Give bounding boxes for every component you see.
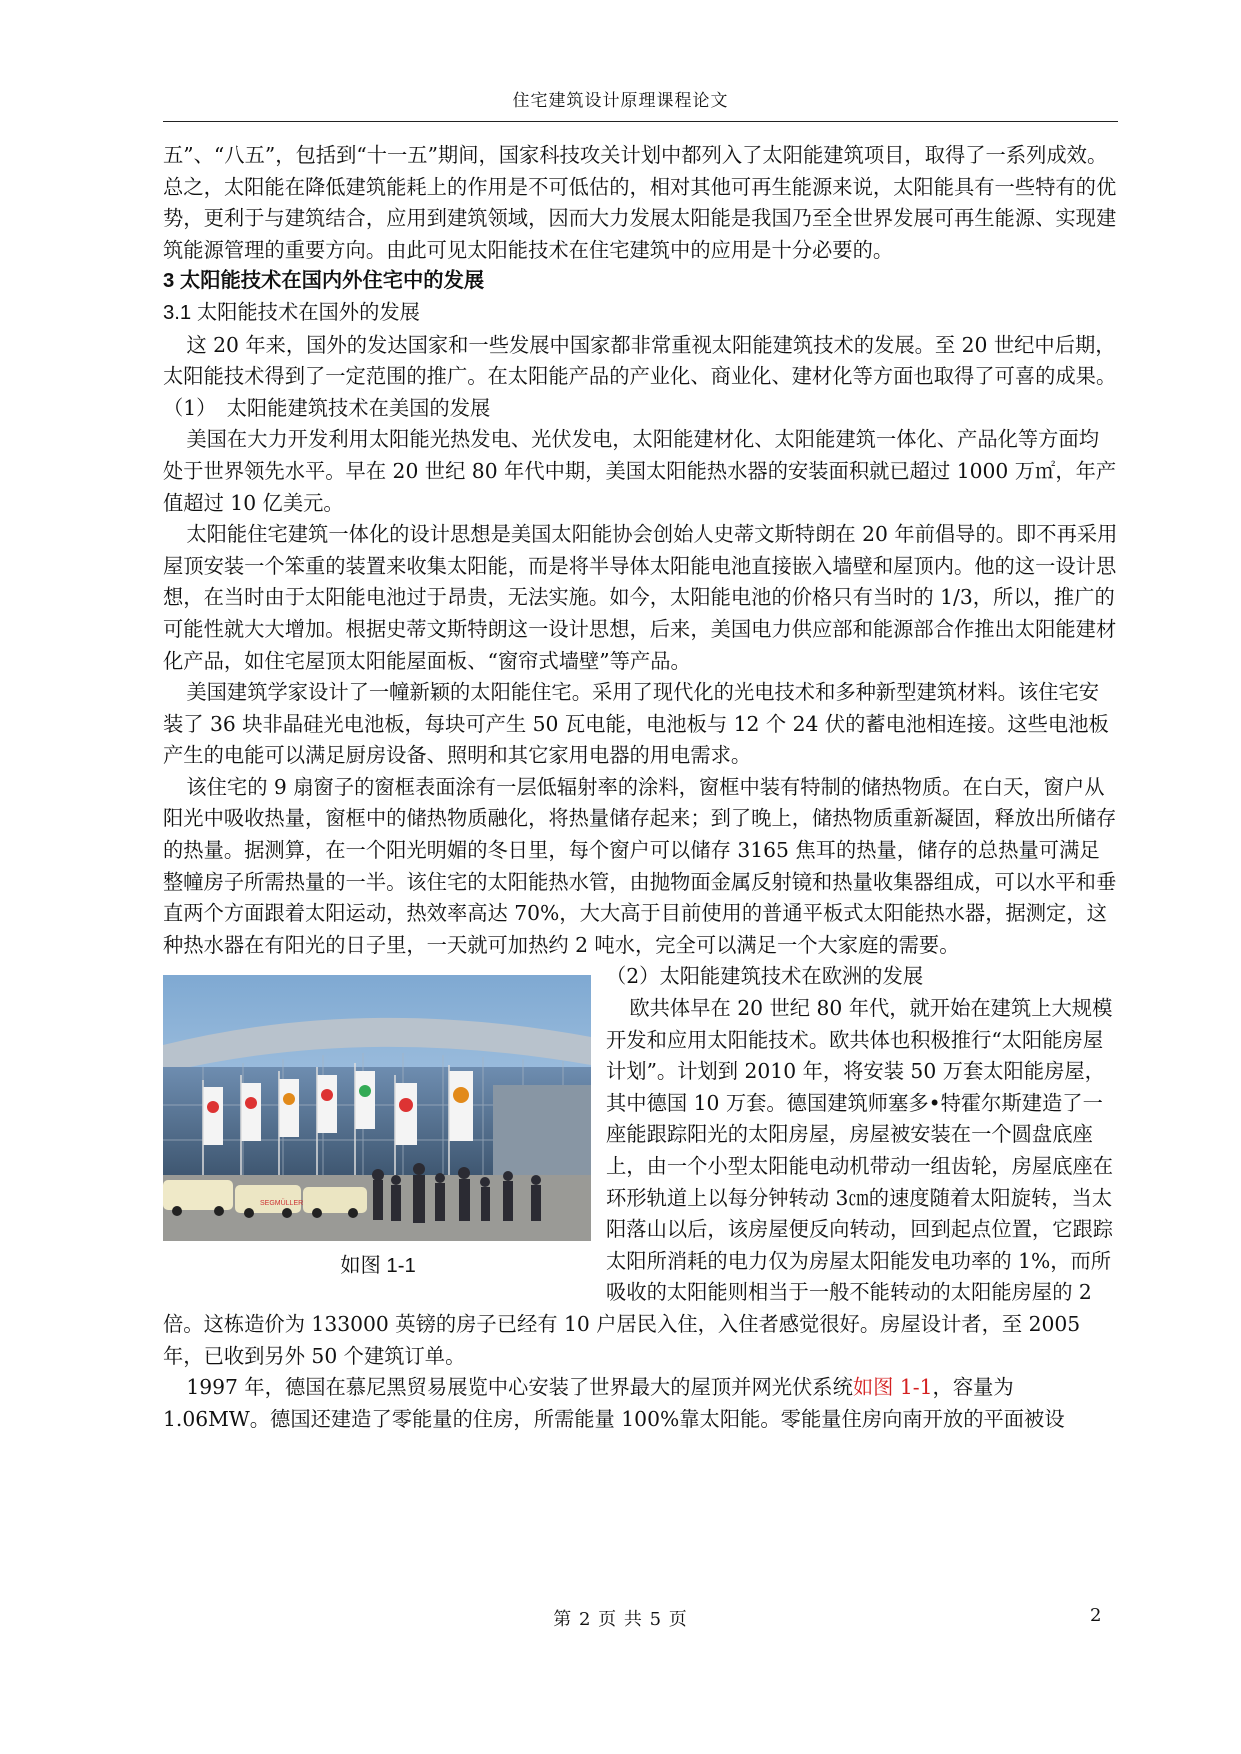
subsection-heading: 3.1 太阳能技术在国外的发展 (163, 301, 420, 324)
document-body (163, 140, 1118, 1435)
paragraph: 该住宅的 9 扇窗子的窗框表面涂有一层低辐射率的涂料，窗框中装有特制的储热物质。在白天，窗户从阳光中吸收热量，窗框中的储热物质融化，将热量储存起来；到了晚上，储热物质重新凝固，释放出所储存的热量。据测算，在一个阳光明媚的冬日里，每个窗户可以储存 3165 焦耳的热量，储存的总热量可满足整幢房子所需热量的一半。该住宅的太阳能热水管，由抛物面金属反射镜和热量收集器组成，可以水平和垂直两个方面跟着太阳运动，热效率高达 70%，大大高于目前使用的普通平板式太阳能热水器，据测定，这种热水器在有阳光的日子里，一天就可加热约 2 吨水，完全可以满足一个大家庭的需要。 (163, 774, 1117, 957)
subsection-heading-eu: （2）太阳能建筑技术在欧洲的发展 (606, 964, 924, 989)
header-divider (163, 121, 1118, 122)
page-header-title: 住宅建筑设计原理课程论文 (512, 91, 729, 111)
paragraph-text: ，容量为 1.06MW。德国还建造了零能量的住房，所需能量 100%靠太阳能。零能量住房向南开放的平面被设 (163, 1375, 1065, 1431)
figure-reference-link: 如图 1-1 (852, 1375, 933, 1400)
paragraph: 欧共体早在 20 世纪 80 年代，就开始在建筑上大规模开发和应用太阳能技术。欧共体也积极推行“太阳能房屋计划”。计划到 2010 年，将安装 50 万套太阳能房屋，其中德国 10 万套。德国建筑师塞多•特霍尔斯建造了一座能跟踪阳光的太阳房屋，房屋被安装在一个圆盘底座上，由一个小型太阳能电动机带动一组齿轮，房屋底座在环形轨道上以每分钟转动 3㎝的速度随着太阳旋转，当太阳落山以后，该房屋便反向转动，回到起点位置，它跟踪太阳所消耗的电力仅为房屋太阳能发电功率的 1%，而所吸收的太阳能则相当于一般不能转动的太阳能房屋的 2 倍。这栋造价为 133000 英镑的房子已经有 10 户居民入住，入住者感觉很好。房屋设计者，至 2005 年，已收到另外 50 个建筑订单。 (163, 996, 1114, 1368)
section-heading: 3 太阳能技术在国内外住宅中的发展 (163, 270, 485, 293)
figure-caption: 如图 1-1 (340, 1255, 416, 1278)
paragraph: 美国在大力开发利用太阳能光热发电、光伏发电，太阳能建材化、太阳能建筑一体化、产品化等方面均处于世界领先水平。早在 20 世纪 80 年代中期，美国太阳能热水器的安装面积就已超过 1000 万㎡，年产值超过 10 亿美元。 (163, 427, 1117, 515)
subsection-heading-us: （1） 太阳能建筑技术在美国的发展 (163, 395, 491, 420)
flag-text: SEGMÜLLER (260, 1200, 304, 1208)
exhibition-center-photo (163, 975, 591, 1241)
paragraph (163, 1372, 1118, 1435)
paragraph-text: 1997 年，德国在慕尼黑贸易展览中心安装了世界最大的屋顶并网光伏系统 (186, 1375, 853, 1400)
paragraph: 美国建筑学家设计了一幢新颖的太阳能住宅。采用了现代化的光电技术和多种新型建筑材料。该住宅安装了 36 块非晶硅光电池板，每块可产生 50 瓦电能，电池板与 12 个 24 伏的蓄电池相连接。这些电池板产生的电能可以满足厨房设备、照明和其它家用电器的用电需求。 (163, 680, 1109, 768)
paragraph: 总之，太阳能在降低建筑能耗上的作用是不可低估的，相对其他可再生能源来说，太阳能具有一些特有的优势，更利于与建筑结合，应用到建筑领域，因而大力发展太阳能是我国乃至全世界发展可再生能源、实现建筑能源管理的重要方向。由此可见太阳能技术在住宅建筑中的应用是十分必要的。 (163, 174, 1117, 262)
paragraph: 太阳能住宅建筑一体化的设计思想是美国太阳能协会创始人史蒂文斯特朗在 20 年前倡导的。即不再采用屋顶安装一个笨重的装置来收集太阳能，而是将半导体太阳能电池直接嵌入墙壁和屋顶内。他的这一设计思想，在当时由于太阳能电池过于昂贵，无法实施。如今，太阳能电池的价格只有当时的 1/3，所以，推广的可能性就大大增加。根据史蒂文斯特朗这一设计思想，后来，美国电力供应部和能源部合作推出太阳能建材化产品，如住宅屋顶太阳能屋面板、“窗帘式墙壁”等产品。 (163, 522, 1118, 673)
paragraph: 这 20 年来，国外的发达国家和一些发展中国家都非常重视太阳能建筑技术的发展。至 20 世纪中后期，太阳能技术得到了一定范围的推广。在太阳能产品的产业化、商业化、建材化等方面也取得了可喜的成果。 (163, 332, 1117, 389)
paragraph: 五”、“八五”，包括到“十一五”期间，国家科技攻关计划中都列入了太阳能建筑项目，取得了一系列成效。 (163, 143, 1108, 167)
page-footer: 第 2 页 共 5 页 (553, 1609, 688, 1630)
page-number: 2 (1090, 1605, 1102, 1626)
figure-1-1 (163, 969, 593, 1289)
